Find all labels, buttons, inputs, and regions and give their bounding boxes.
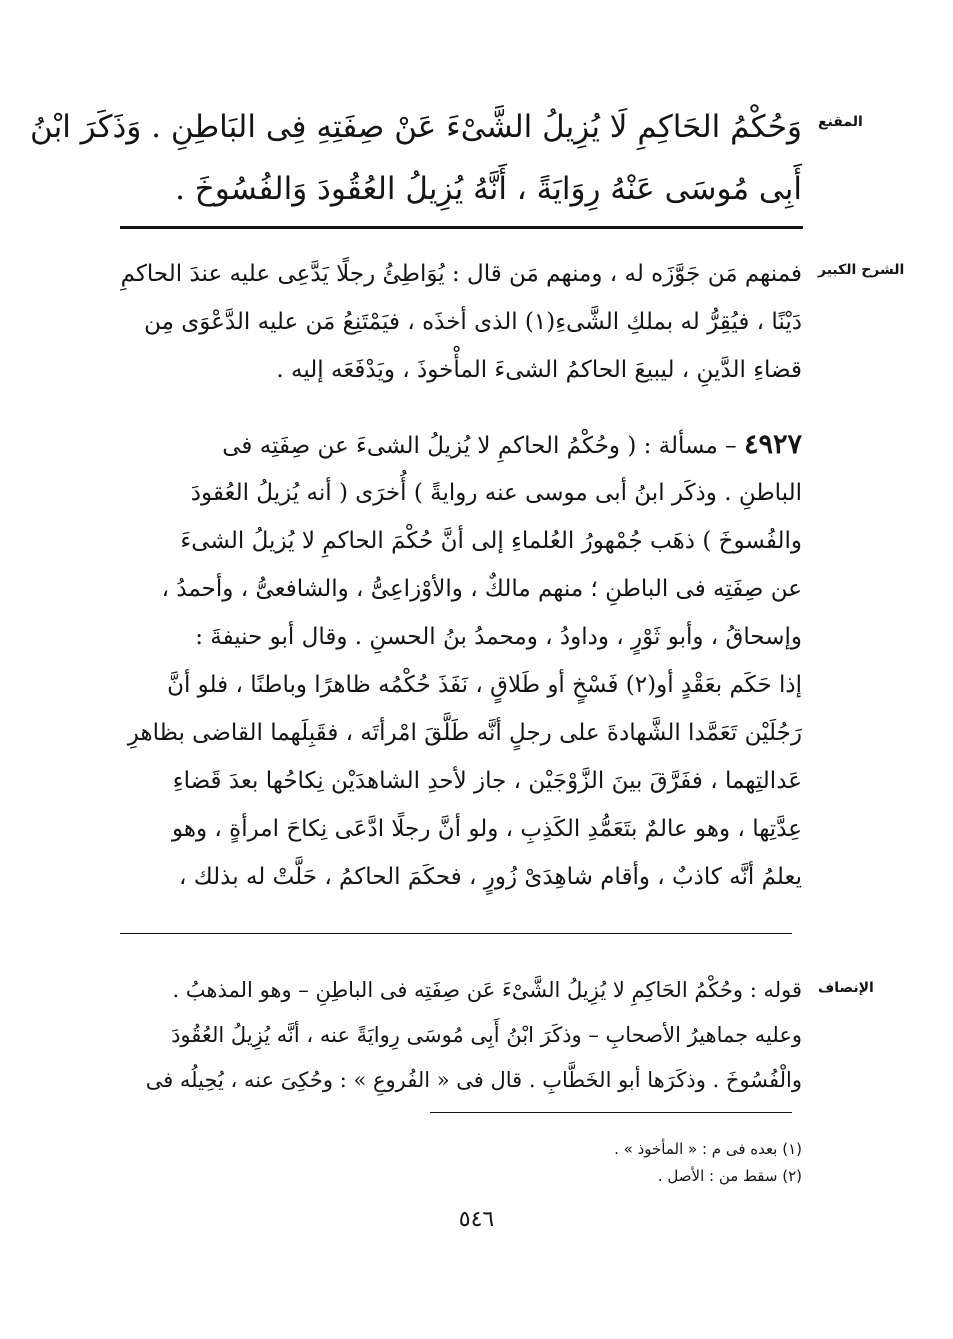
sharh-label: الشرح الكبير [818, 262, 905, 278]
insaf-line: وعليه جماهيرُ الأصحابِ – وذكَرَ ابْنُ أَبِى مُوسَى رِوايَةً عنه ، أنَّه يُزِيلُ العُقُودَ [171, 1023, 802, 1047]
page-number: ٥٤٦ [458, 1207, 495, 1232]
sharh-line: إذا حَكَم بعَقْدٍ أو(٢) فَسْخٍ أو طَلاقٍ ، نَفَذَ حُكْمُه ظاهرًا وباطنًا ، فلو أنَّ [167, 672, 802, 698]
insaf-label: الإنصاف [818, 980, 874, 996]
footnote: (٢) سقط من : الأصل . [657, 1167, 802, 1185]
sharh-line: الباطنِ . وذكَر ابنُ أبى موسى عنه روايةً ) أُخرَى ( أنه يُزيلُ العُقودَ [190, 480, 802, 506]
sharh-line: عن صِفَتِه فى الباطنِ ؛ منهم مالكٌ ، والأوْزاعِىُّ ، والشافعىُّ ، وأحمدُ ، [161, 576, 802, 602]
sharh-line: يعلمُ أنَّه كاذبٌ ، وأقام شاهِدَىْ زُورٍ ، فحكَمَ الحاكمُ ، حَلَّتْ له بذلك ، [179, 864, 802, 890]
muqni-line: وَحُكْمُ الحَاكِمِ لَا يُزِيلُ الشَّىْءَ عَنْ صِفَتِهِ فِى البَاطِنِ . وَذَكَرَ ابْنُ [29, 109, 802, 145]
sharh-line: عَدالتِهما ، ففَرَّقَ بينَ الزَّوْجَيْن ، جاز لأحدِ الشاهدَيْن نِكاحُها بعدَ قَضاءِ [172, 768, 802, 794]
sharh-line: فمنهم مَن جَوَّزَه له ، ومنهم مَن قال : يُوَاطِئُ رجلًا يَدَّعِى عليه عندَ الحاكمِ [120, 261, 802, 287]
insaf-text [118, 968, 802, 1103]
footnote-divider [430, 1112, 792, 1113]
insaf-line: قوله : وحُكْمُ الحَاكِمِ لا يُزِيلُ الشَّىْءَ عَن صِفَتِه فى الباطِنِ – وهو المذهبُ . [172, 978, 802, 1002]
sharh-line: عِدَّتِها ، وهو عالمٌ بتَعَمُّدِ الكَذِبِ ، ولو أنَّ رجلًا ادَّعَى نِكاحَ امرأةٍ ، وهو [172, 816, 802, 842]
section-divider [120, 933, 792, 934]
sharh-line: قضاءِ الدَّينِ ، ليبيعَ الحاكمُ الشىءَ المأْخوذَ ، ويَدْفَعَه إليه . [276, 357, 802, 383]
sharh-line: والفُسوخَ ) ذهَب جُمْهورُ العُلماءِ إلى أنَّ حُكْمَ الحاكمِ لا يُزيلُ الشىءَ [180, 528, 802, 554]
issue-heading-line [118, 421, 802, 469]
footnote: (١) بعده فى م : « المأخوذ » . [614, 1140, 802, 1158]
issue-paragraph [118, 421, 802, 901]
footnotes [430, 1136, 802, 1190]
issue-heading-text: – مسألة : ( وحُكْمُ الحاكمِ لا يُزيلُ الشىءَ عن صِفَتِه فى [222, 433, 744, 459]
sharh-line: وإسحاقُ ، وأبو ثَوْرٍ ، وداودُ ، ومحمدُ بنُ الحسنِ . وقال أبو حنيفةَ : [195, 624, 802, 650]
insaf-line: والْفُسُوخَ . وذكَرَها أبو الخَطَّابِ . قال فى « الفُروعِ » : وحُكِىَ عنه ، يُحِيلُه فى [145, 1068, 802, 1092]
sharh-text [118, 250, 802, 394]
muqni-line: أَبِى مُوسَى عَنْهُ رِوَايَةً ، أَنَّهُ يُزِيلُ العُقُودَ وَالفُسُوخَ . [175, 171, 802, 207]
issue-number: ٤٩٢٧ [743, 429, 802, 460]
section-divider [120, 226, 803, 229]
sharh-line: دَيْنًا ، فيُقِرُّ له بملكِ الشَّىءِ(١) الذى أخذَه ، فيَمْتَنِعُ مَن عليه الدَّعْوَى مِن [144, 309, 802, 335]
muqni-text [29, 96, 802, 220]
sharh-line: رَجُلَيْن تَعَمَّدا الشَّهادةَ على رجلٍ أنَّه طَلَّقَ امْرأتَه ، فقَبِلَهما القاضى بظاهرِ [127, 720, 802, 746]
muqni-label: المقنع [818, 114, 863, 130]
